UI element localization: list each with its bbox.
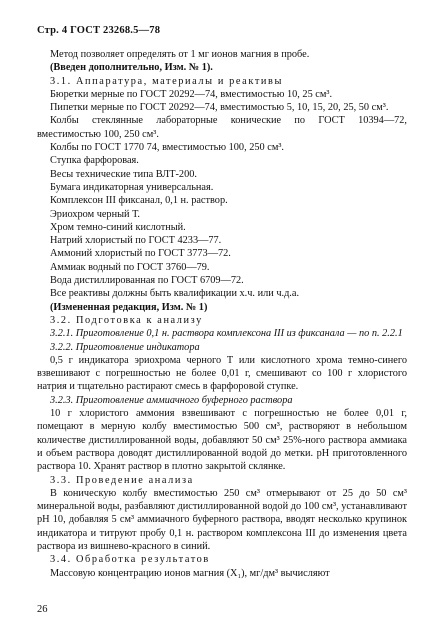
reagent-qualification: Все реактивы должны быть квалификации х.ч. или ч.д.а. [50, 288, 300, 300]
item-sodium-chloride: Натрий хлористый по ГОСТ 4233—77. [50, 235, 222, 247]
paragraph-indicator-prep: 0,5 г индикатора эриохрома черного Т или кислотного хрома темно-синего взвешивают с погрешностью не более 0,01 г, смешивают со 100 г хлористого натрия и тщательно растирают смесь в фарфоровой ступке. [37, 354, 407, 393]
page-number: 26 [37, 604, 48, 615]
paragraph-calculation: Массовую концентрацию ионов магния (X₁), мг/дм³ вычисляют [50, 567, 330, 579]
document-body [37, 48, 407, 580]
amendment-note-2: (Измененная редакция, Изм. № 1) [50, 301, 208, 313]
item-conical-flasks: Колбы стеклянные лабораторные конические по ГОСТ 10394—72, вместимостью 100, 250 см³. [37, 115, 407, 140]
section-heading-3-4: 3.4. Обработка результатов [50, 554, 210, 566]
section-heading-3-2: 3.2. Подготовка к анализу [50, 314, 203, 326]
item-scales: Весы технические типа ВЛТ-200. [50, 168, 197, 180]
item-ammonia: Аммиак водный по ГОСТ 3760—79. [50, 261, 210, 273]
item-ammonium-chloride: Аммоний хлористый по ГОСТ 3773—72. [50, 248, 231, 260]
subsection-heading-3-2-3: 3.2.3. Приготовление аммиачного буферного раствора [50, 394, 293, 406]
item-eriochrome: Эриохром черный Т. [50, 208, 140, 220]
paragraph-method-scope: Метод позволяет определять от 1 мг ионов магния в пробе. [50, 49, 310, 60]
subsection-3-2-1: 3.2.1. Приготовление 0,1 н. раствора комплексона III из фиксанала — по п. 2.2.1 [50, 328, 403, 340]
paragraph-analysis: В коническую колбу вместимостью 250 см³ отмерывают от 25 до 50 см³ минеральной воды, разбавляют дистиллированной водой до 100 см³, устанавливают pH 10, добавляя 5 см³ аммиачного буферного раствора, вводят несколько крупинок индикатора и титруют пробу 0,1 н. раствором комплексона III до изменения цвета раствора из вишнево-красного в синий. [37, 487, 407, 552]
page-header: Стр. 4 ГОСТ 23268.5—78 [37, 25, 161, 36]
section-heading-3-3: 3.3. Проведение анализа [50, 474, 194, 486]
subsection-heading-3-2-2: 3.2.2. Приготовление индикатора [50, 341, 200, 353]
item-mortar: Ступка фарфоровая. [50, 155, 139, 167]
paragraph-buffer-prep: 10 г хлористого аммония взвешивают с погрешностью не более 0,01 г, помещают в мерную колбу вместимостью 500 см³, растворяют в небольшом количестве дистиллированной воды, добавляют 50 см³ 25%-ного раствора аммиака и объем раствора доводят дистиллированной водой до метки. pH приготовленного раствора 10. Хранят раствор в плотно закрытой склянке. [37, 408, 407, 473]
item-flasks: Колбы по ГОСТ 1770 74, вместимостью 100, 250 см³. [50, 142, 284, 154]
item-chrome-blue: Хром темно-синий кислотный. [50, 221, 186, 233]
amendment-note-1: (Введен дополнительно, Изм. № 1). [50, 62, 213, 74]
item-burettes: Бюретки мерные по ГОСТ 20292—74, вместимостью 10, 25 см³. [50, 88, 333, 100]
item-indicator-paper: Бумага индикаторная универсальная. [50, 181, 214, 193]
item-distilled-water: Вода дистиллированная по ГОСТ 6709—72. [50, 275, 244, 287]
item-complexon: Комплексон III фиксанал, 0,1 н. раствор. [50, 195, 228, 207]
item-pipettes: Пипетки мерные по ГОСТ 20292—74, вместимостью 5, 10, 15, 20, 25, 50 см³. [50, 102, 389, 114]
section-heading-3-1: 3.1. Аппаратура, материалы и реактивы [50, 75, 284, 87]
